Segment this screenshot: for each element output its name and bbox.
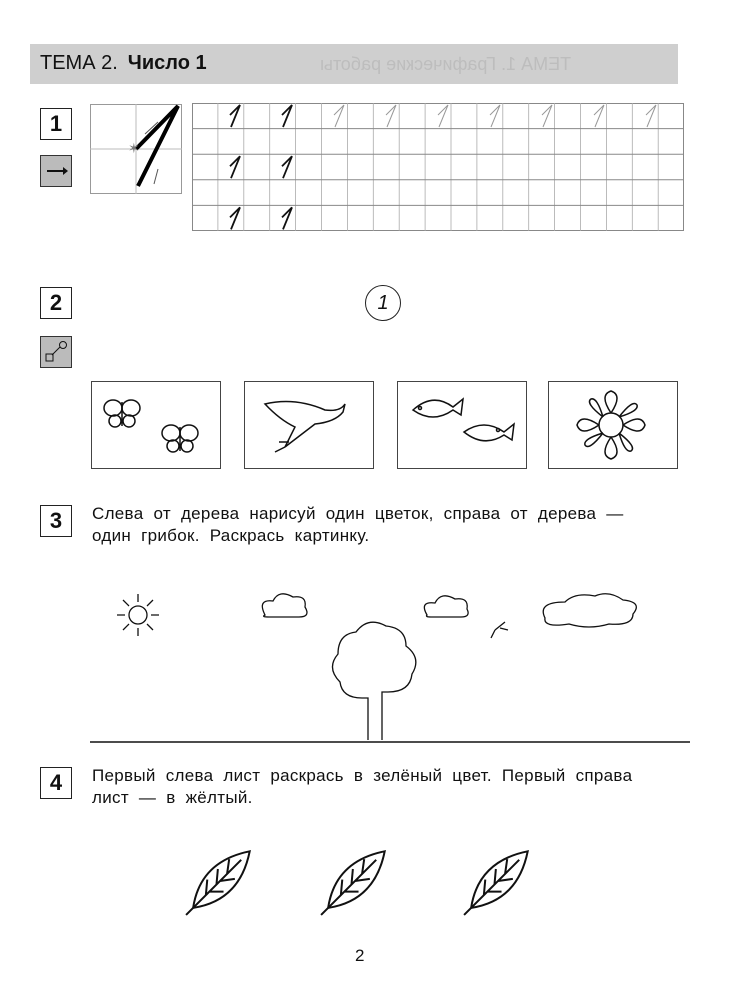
task-number-2: 2: [40, 287, 72, 319]
bleed-through-text: ТЕМА 1. Графические работы: [320, 54, 572, 74]
digit-one-trace: [334, 105, 344, 127]
digit-one-trace: [386, 105, 396, 127]
picture-bird[interactable]: [244, 381, 374, 469]
task-3-text: Слева от дерева нарисуй один цветок, справа от дерева — один грибок. Раскрась картинку.: [92, 504, 624, 545]
task-number-1: 1: [40, 108, 72, 140]
digit-one-trace: [230, 156, 240, 178]
svg-text:✶: ✶: [128, 140, 140, 156]
digit-one-trace: [230, 105, 240, 127]
digit-one-trace: [438, 105, 448, 127]
scene-drawing[interactable]: [90, 580, 690, 750]
digit-one-trace: [230, 207, 240, 229]
topic-title: Число 1: [127, 52, 207, 74]
digit-one-trace: [594, 105, 604, 127]
digit-one-trace: [490, 105, 500, 127]
arrow-right-icon: [40, 155, 72, 187]
connect-icon: [40, 336, 72, 368]
digit-one-trace: [282, 105, 292, 127]
topic-number: ТЕМА 2.: [40, 52, 118, 74]
writing-grid[interactable]: [192, 103, 684, 231]
picture-flower[interactable]: [548, 381, 678, 469]
digit-writing-sample: [90, 104, 182, 194]
topic-header: [30, 44, 678, 84]
leaves-drawing: [180, 836, 540, 928]
digit-one-trace: [282, 156, 292, 178]
task-4-text: Первый слева лист раскрась в зелёный цвет. Первый справа лист — в жёлтый.: [92, 766, 633, 807]
digit-circle[interactable]: 1: [365, 285, 401, 321]
task-number-3: 3: [40, 505, 72, 537]
picture-butterflies[interactable]: [91, 381, 221, 469]
task-number-4: 4: [40, 767, 72, 799]
digit-one-trace: [542, 105, 552, 127]
digit-one-trace: [282, 207, 292, 229]
picture-fish[interactable]: [397, 381, 527, 469]
page-number: 2: [355, 946, 365, 965]
digit-one-trace: [646, 105, 656, 127]
